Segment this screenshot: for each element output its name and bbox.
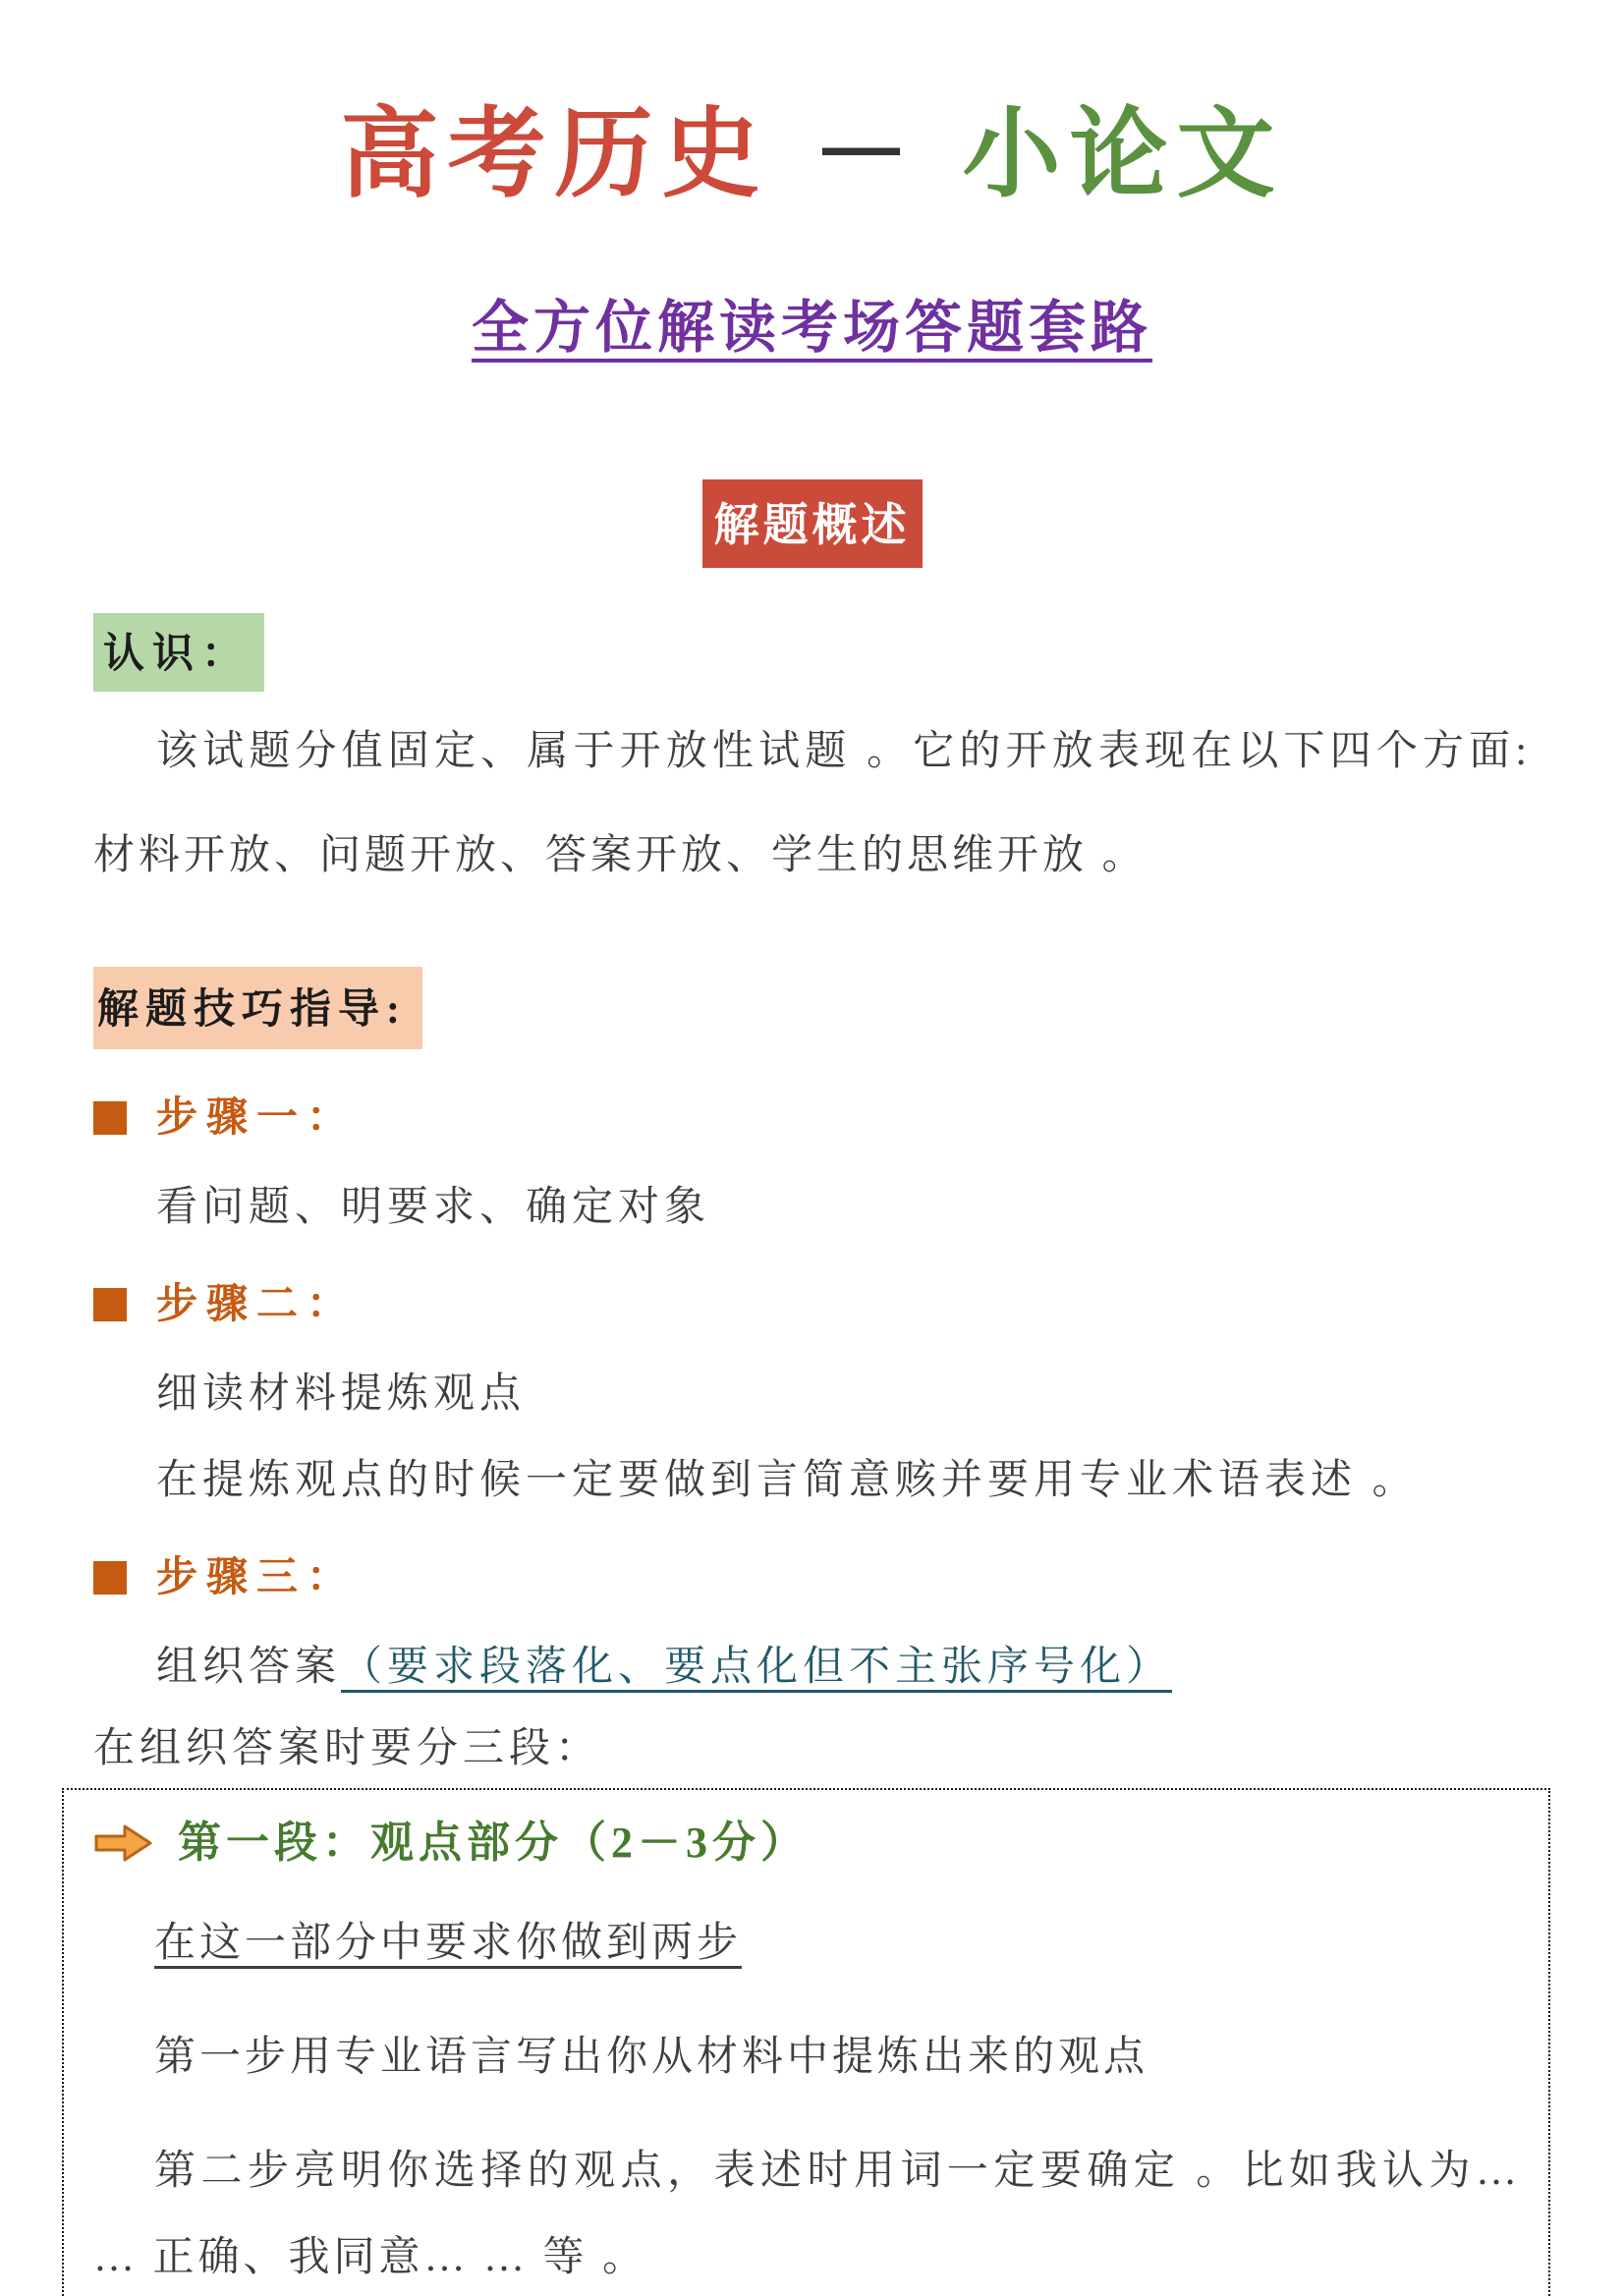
square-bullet-icon [93, 1101, 127, 1135]
step-two-line-1: 细读材料提炼观点 [156, 1372, 527, 1417]
title-separator: － [812, 100, 920, 209]
three-segments-intro: 在组织答案时要分三段： [93, 1726, 602, 1771]
organize-answer-text: 组织答案 [156, 1645, 342, 1690]
step-three-line [156, 1639, 1531, 1696]
box-requirement-text: 在这一部分中要求你做到两步 [154, 1921, 743, 1966]
step-two-label: 步骤二： [156, 1282, 358, 1327]
step-three-row [93, 1554, 1531, 1601]
badge-row [93, 479, 1531, 568]
recognition-label: 认识： [93, 613, 264, 692]
step-two-row [93, 1281, 1531, 1328]
subtitle-row [93, 281, 1531, 364]
box-step-one-line: 第一步用专业语言写出你从材料中提炼出来的观点 [154, 2035, 1149, 2080]
step-two-line-2: 在提炼观点的时候一定要做到言简意赅并要用专业术语表述 。 [156, 1458, 1419, 1503]
answer-note-link[interactable]: （要求段落化、要点化但不主张序号化） [341, 1645, 1173, 1690]
step-one-line: 看问题、明要求、确定对象 [156, 1185, 711, 1230]
step-three-label: 步骤三： [156, 1555, 358, 1600]
title-green-part: 小论文 [962, 100, 1284, 209]
overview-badge: 解题概述 [702, 479, 923, 568]
page-subtitle[interactable]: 全方位解读考场答题套路 [471, 296, 1152, 360]
box-step-two-line: 第二步亮明你选择的观点，表述时用词一定要确定 。比如我认为… … 正确、我同意… … 等 。 [93, 2149, 1521, 2280]
guide-heading: 解题技巧指导: [93, 967, 422, 1049]
first-segment-box [62, 1788, 1550, 2296]
square-bullet-icon [93, 1288, 127, 1321]
box-heading: 第一段：观点部分（2－3分） [178, 1819, 809, 1867]
step-one-row [93, 1094, 1531, 1142]
recognition-paragraph: 该试题分值固定、属于开放性试题 。它的开放表现在以下四个方面:材料开放、问题开放、答案开放、学生的思维开放 。 [93, 729, 1531, 878]
title-red-part: 高考历史 [340, 100, 769, 209]
box-requirement-line [93, 1900, 1521, 1987]
recognition-row [93, 613, 1531, 692]
square-bullet-icon [93, 1561, 127, 1595]
box-heading-row [93, 1814, 1521, 1873]
right-arrow-icon [93, 1822, 154, 1864]
step-one-label: 步骤一： [156, 1095, 358, 1141]
guide-heading-row [93, 967, 1531, 1049]
page-title [93, 86, 1531, 224]
